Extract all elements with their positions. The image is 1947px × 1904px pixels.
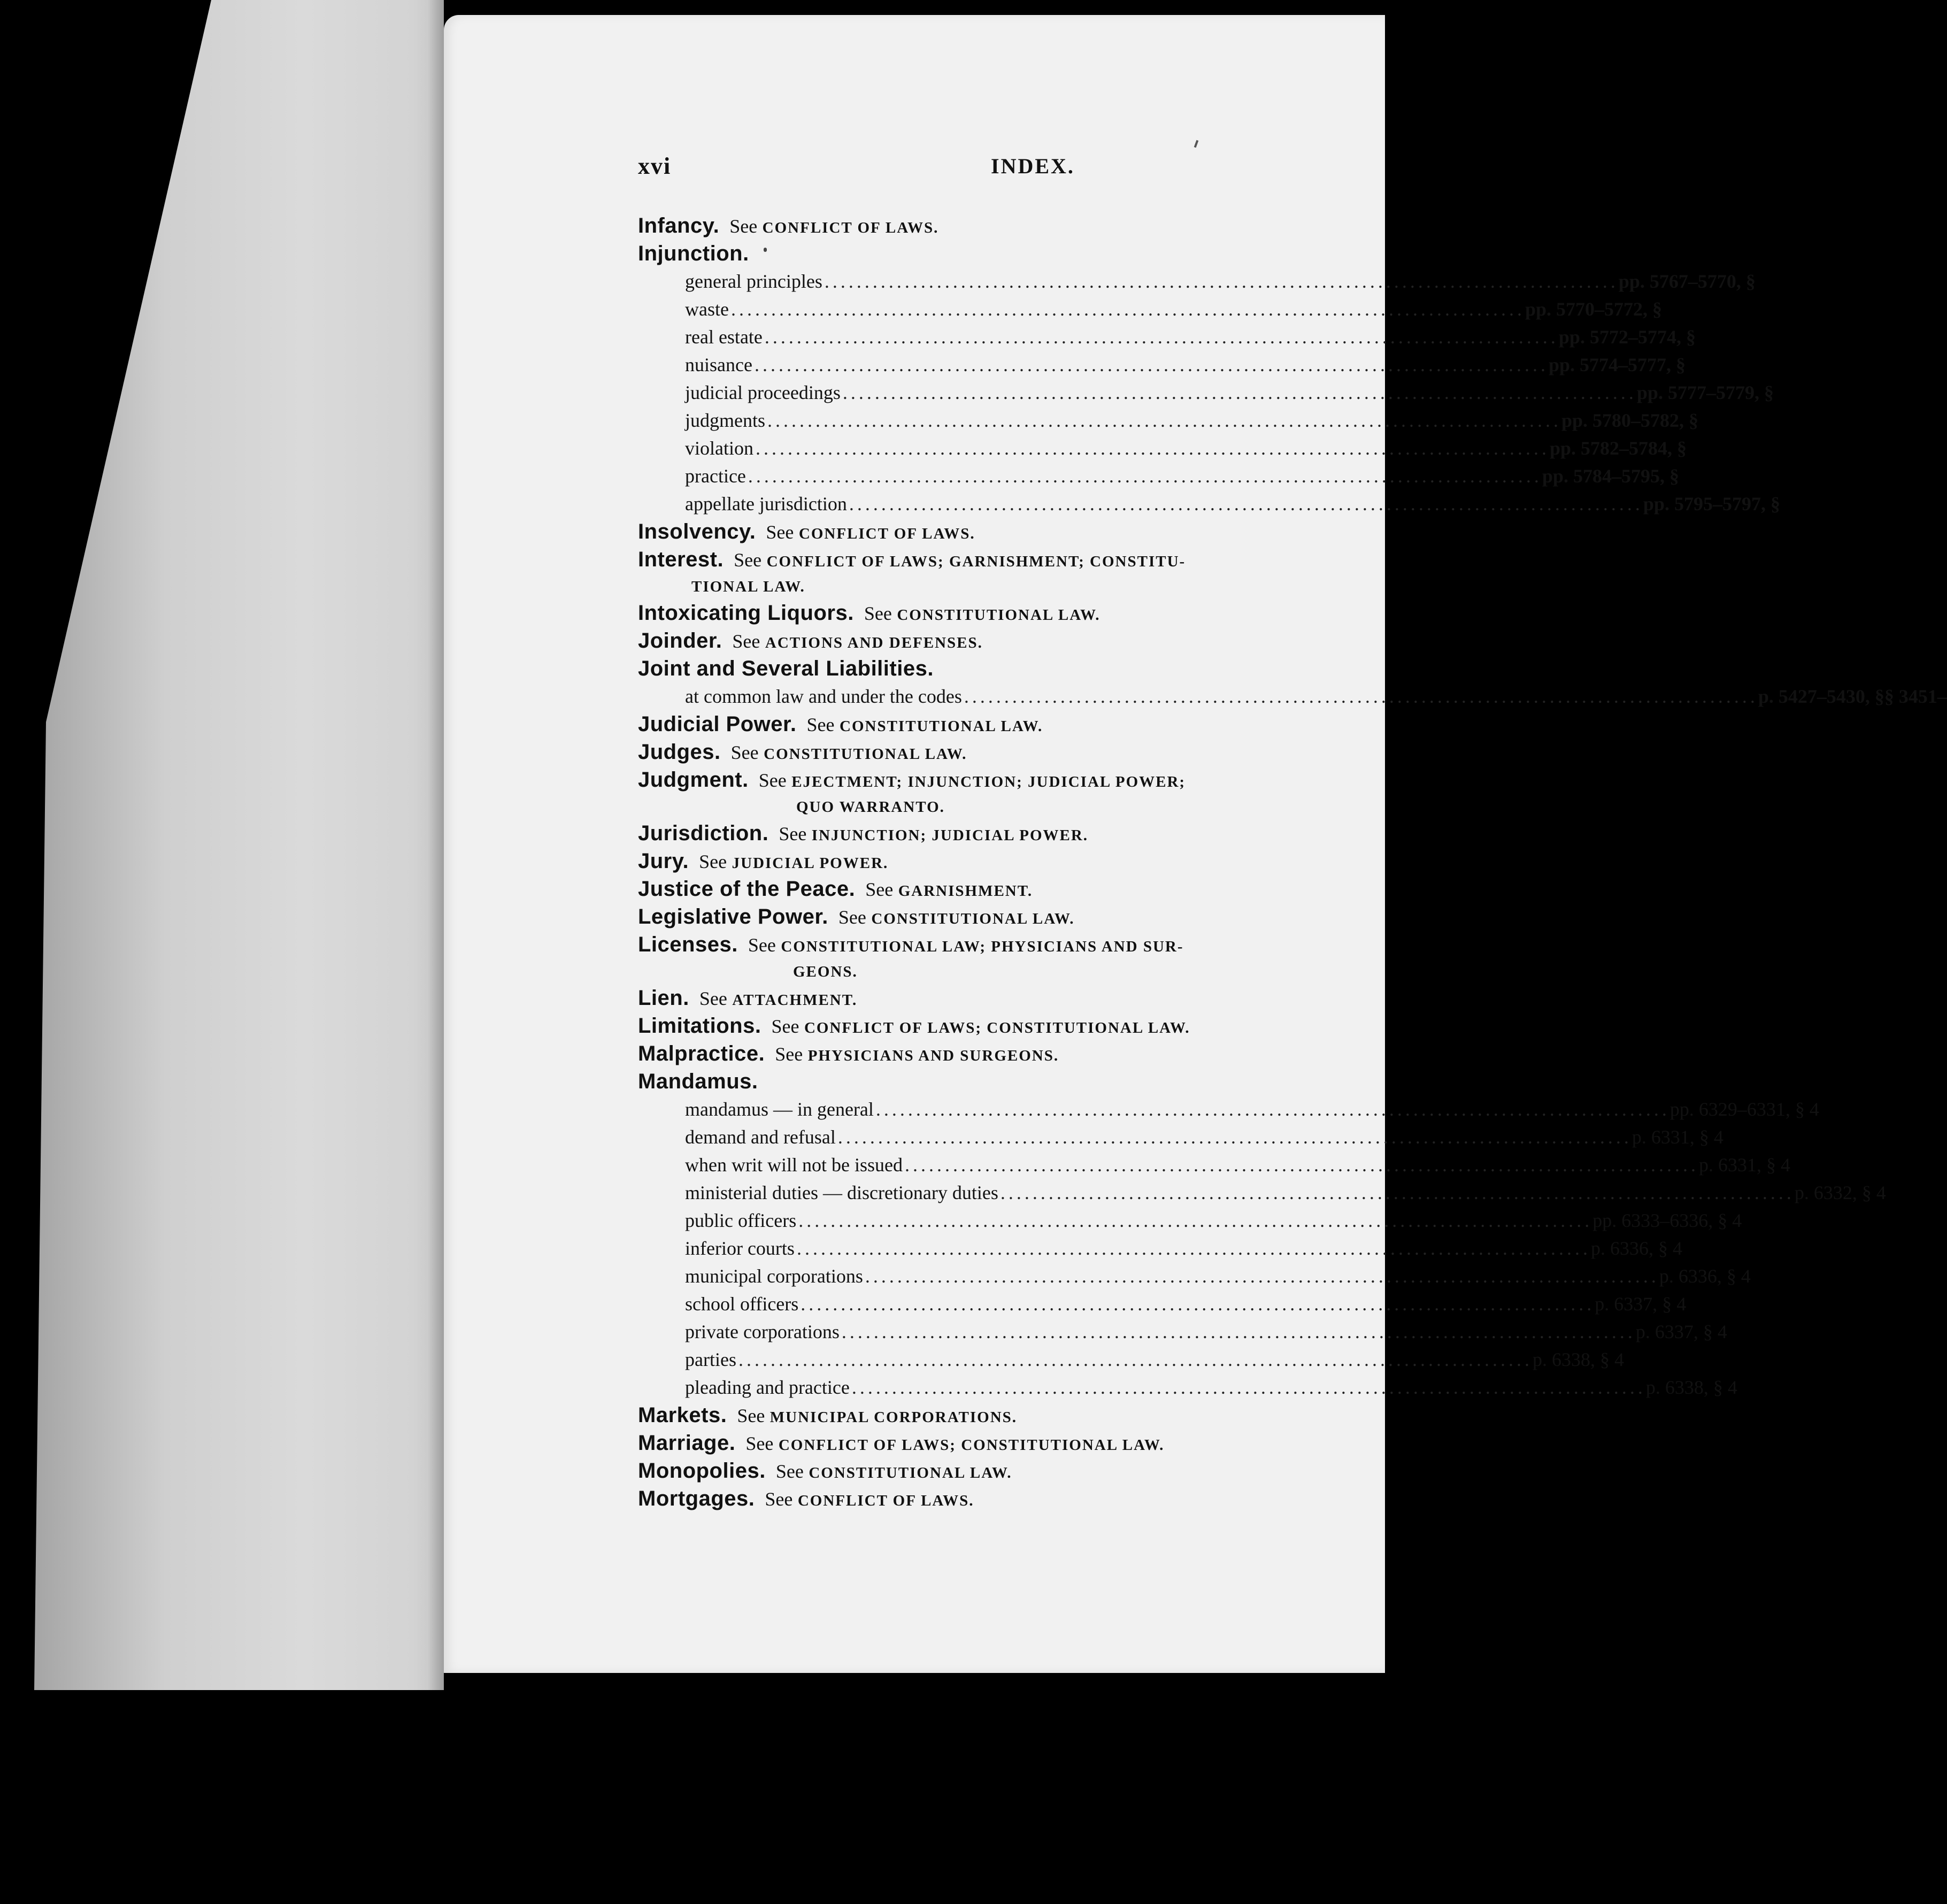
cross-reference-continued: TIONAL LAW. [691,578,805,595]
cross-reference: CONFLICT OF LAWS. [797,1492,974,1509]
entry-term: Intoxicating Liquors. [638,601,854,625]
cross-reference: CONSTITUTIONAL LAW. [840,718,1043,735]
index-entry [638,931,1387,958]
subentry-row [638,1318,1727,1346]
entry-term: Marriage. [638,1431,736,1455]
page-reference: pp. 5777–5779, § [1636,382,1774,403]
index-entry [638,599,1387,627]
subentry-row [638,406,1699,434]
leader-dots: ................................................................................................... [754,354,1549,375]
subentry-label: appellate jurisdiction [685,493,847,515]
subentry-row [638,682,1947,710]
entry-term: Mandamus. [638,1070,758,1093]
entry-term: Legislative Power. [638,905,828,928]
entry-continuation [638,573,1387,599]
cross-reference: EJECTMENT; INJUNCTION; JUDICIAL POWER; [791,773,1186,790]
subentry-row [638,1207,1742,1234]
subentry-row [638,351,1686,379]
entry-term: Joint and Several Liabilities. [638,657,934,680]
subentry-label: mandamus — in general [685,1099,874,1120]
subentry-label: when writ will not be issued [685,1154,903,1176]
leader-dots: ................................................................................................... [1000,1182,1795,1203]
see-label: See [864,603,892,624]
leader-dots: ................................................................................................... [904,1154,1699,1176]
cross-reference: PHYSICIANS AND SURGEONS. [807,1047,1059,1064]
index-entry [638,240,1387,267]
page-reference: p. 6337, § 4 [1635,1321,1727,1342]
see-label: See [806,714,835,735]
subentry-row [638,323,1696,351]
entry-term: Interest. [638,548,724,571]
cross-reference: GARNISHMENT. [898,882,1033,900]
subentry-label: real estate [685,326,763,348]
subentry-row [638,462,1679,490]
index-entry [638,738,1387,766]
leader-dots: ................................................................................................... [767,410,1561,431]
index-entry [638,1040,1387,1068]
see-label: See [699,988,727,1009]
subentry-label: parties [685,1349,736,1370]
see-label: See [745,1433,774,1454]
see-label: See [775,1461,804,1482]
subentry-row [638,1234,1682,1262]
leader-dots: ................................................................................................... [849,493,1643,515]
see-label: See [758,770,787,791]
subentry-label: inferior courts [685,1238,795,1259]
subentry-label: judgments [685,410,765,431]
cross-reference: CONFLICT OF LAWS. [798,525,975,542]
entry-term: Limitations. [638,1014,761,1038]
index-entry [638,212,1387,240]
index-entry [638,1068,1387,1095]
running-head: INDEX. [991,154,1075,178]
leader-dots: ................................................................................................... [748,465,1542,487]
index-entry [638,875,1387,903]
see-label: See [865,879,894,900]
cross-reference: ATTACHMENT. [732,992,858,1009]
see-label: See [699,851,727,872]
see-label: See [732,631,760,652]
page-reference: pp. 5774–5777, § [1548,354,1686,375]
subentry-row [638,1373,1737,1401]
leader-dots: ................................................................................................... [764,326,1559,348]
leader-dots: ................................................................................................... [964,686,1758,707]
index-entry [638,655,1387,682]
leader-dots: ................................................................................................... [796,1238,1591,1259]
leader-dots: ................................................................................................... [837,1126,1632,1148]
index-entry [638,766,1387,794]
index-entry [638,1429,1387,1457]
index-entry [638,627,1387,655]
subentry-row [638,490,1780,518]
cross-reference: JUDICIAL POWER. [732,855,889,872]
page-number: xvi [638,153,672,179]
subentry-row [638,1095,1819,1123]
page-content [638,0,1947,1904]
subentry-label: at common law and under the codes [685,686,962,707]
cross-reference: MUNICIPAL CORPORATIONS. [769,1409,1018,1426]
subentry-label: general principles [685,271,822,292]
subentry-row [638,379,1774,406]
cross-reference: CONFLICT OF LAWS; CONSTITUTIONAL LAW. [804,1019,1190,1037]
see-label: See [734,549,762,571]
see-label: See [765,1488,793,1510]
page-reference: p. 6338, § 4 [1645,1377,1737,1398]
leader-dots: ................................................................................................... [841,1321,1636,1342]
entry-term: Jurisdiction. [638,822,769,845]
cross-reference-continued: QUO WARRANTO. [796,799,945,816]
subentry-label: waste [685,298,729,320]
see-label: See [766,521,794,543]
leader-dots: ................................................................................................... [875,1099,1670,1120]
entry-term: Lien. [638,986,689,1010]
leader-dots: ................................................................................................... [756,437,1550,459]
entry-term: Justice of the Peace. [638,877,856,901]
subentry-label: pleading and practice [685,1377,850,1398]
index-entry [638,1457,1387,1485]
page-reference: p. 6337, § 4 [1595,1293,1687,1315]
page-reference: p. 6331, § 4 [1698,1154,1790,1176]
index-entry [638,1401,1387,1429]
see-label: See [771,1016,799,1037]
page-reference: p. 6331, § 4 [1632,1126,1723,1148]
leader-dots: ................................................................................................... [738,1349,1533,1370]
subentry-row [638,267,1756,295]
page-reference: p. 6338, § 4 [1532,1349,1624,1370]
page-reference: pp. 5770–5772, § [1525,298,1663,320]
subentry-label: municipal corporations [685,1265,863,1287]
entry-term: Judges. [638,740,721,764]
subentry-row [638,434,1687,462]
subentry-row [638,1123,1723,1151]
entry-term: Markets. [638,1403,727,1427]
page-reference: pp. 5784–5795, § [1542,465,1679,487]
see-label: See [748,934,776,956]
entry-term: Monopolies. [638,1459,766,1483]
page-reference: p. 6336, § 4 [1590,1238,1682,1259]
subentry-label: violation [685,437,753,459]
see-label: See [730,742,759,763]
subentry-label: public officers [685,1210,797,1231]
subentry-label: school officers [685,1293,799,1315]
subentry-row [638,295,1663,323]
leader-dots: ................................................................................................... [730,298,1525,320]
cross-reference: CONSTITUTIONAL LAW. [897,606,1101,624]
cross-reference: CONSTITUTIONAL LAW. [871,910,1075,927]
entry-term: Judicial Power. [638,712,797,736]
index-list [638,212,1947,1513]
subentry-label: ministerial duties — discretionary duties [685,1182,998,1203]
page-reference: p. 6336, § 4 [1659,1265,1751,1287]
leader-dots: ................................................................................................... [824,271,1619,292]
index-entry [638,819,1387,847]
cross-reference: CONSTITUTIONAL LAW; PHYSICIANS AND SUR- [781,938,1184,955]
index-entry [638,847,1387,875]
leader-dots: ................................................................................................... [801,1293,1595,1315]
entry-term: Jury. [638,849,689,873]
cross-reference-continued: GEONS. [793,963,858,980]
see-label: See [775,1043,803,1065]
see-label: See [838,907,866,928]
page-reference: pp. 5780–5782, § [1561,410,1699,431]
entry-continuation [638,958,1387,984]
subentry-row [638,1290,1687,1318]
index-entry [638,546,1387,573]
leader-dots: ................................................................................................... [865,1265,1659,1287]
index-entry [638,1012,1387,1040]
page-reference: pp. 5767–5770, § [1618,271,1756,292]
subentry-label: judicial proceedings [685,382,841,403]
entry-term: Malpractice. [638,1042,765,1065]
subentry-row [638,1151,1790,1179]
page-reference: pp. 5772–5774, § [1558,326,1696,348]
page-reference: pp. 6329–6331, § 4 [1669,1099,1819,1120]
cross-reference: CONFLICT OF LAWS. [762,219,939,236]
index-entry [638,1485,1387,1513]
see-label: See [737,1405,765,1426]
subentry-label: practice [685,465,746,487]
entry-term: Joinder. [638,629,722,652]
subentry-row [638,1179,1886,1207]
page-reference: pp. 5795–5797, § [1643,493,1780,515]
cross-reference: CONFLICT OF LAWS; CONSTITUTIONAL LAW. [778,1437,1165,1454]
cross-reference: INJUNCTION; JUDICIAL POWER. [811,827,1089,844]
index-entry [638,518,1387,546]
entry-term: Infancy. [638,214,720,237]
entry-term: Insolvency. [638,520,756,543]
see-label: See [729,216,758,237]
page-reference: p. 5427–5430, §§ 3451– [1758,686,1947,707]
cross-reference: CONFLICT OF LAWS; GARNISHMENT; CONSTITU- [766,553,1186,570]
page-reference: pp. 6333–6336, § 4 [1592,1210,1742,1231]
cross-reference: CONSTITUTIONAL LAW. [809,1464,1012,1481]
leader-dots: ................................................................................................... [851,1377,1646,1398]
entry-term: Mortgages. [638,1487,755,1510]
cross-reference: CONSTITUTIONAL LAW. [764,746,967,763]
subentry-label: private corporations [685,1321,840,1342]
subentry-row [638,1262,1751,1290]
entry-continuation [638,794,1387,819]
see-label: See [779,823,807,844]
page-reference: pp. 5782–5784, § [1550,437,1687,459]
index-entry [638,903,1387,931]
entry-term: Injunction. [638,242,749,265]
index-entry [638,710,1387,738]
entry-term: Licenses. [638,933,738,956]
subentry-label: nuisance [685,354,752,375]
subentry-label: demand and refusal [685,1126,836,1148]
subentry-row [638,1346,1624,1373]
cross-reference: ACTIONS AND DEFENSES. [765,634,983,651]
entry-term: Judgment. [638,768,749,792]
leader-dots: ................................................................................................... [798,1210,1593,1231]
page-reference: p. 6332, § 4 [1794,1182,1886,1203]
index-entry [638,984,1387,1012]
leader-dots: ................................................................................................... [842,382,1637,403]
